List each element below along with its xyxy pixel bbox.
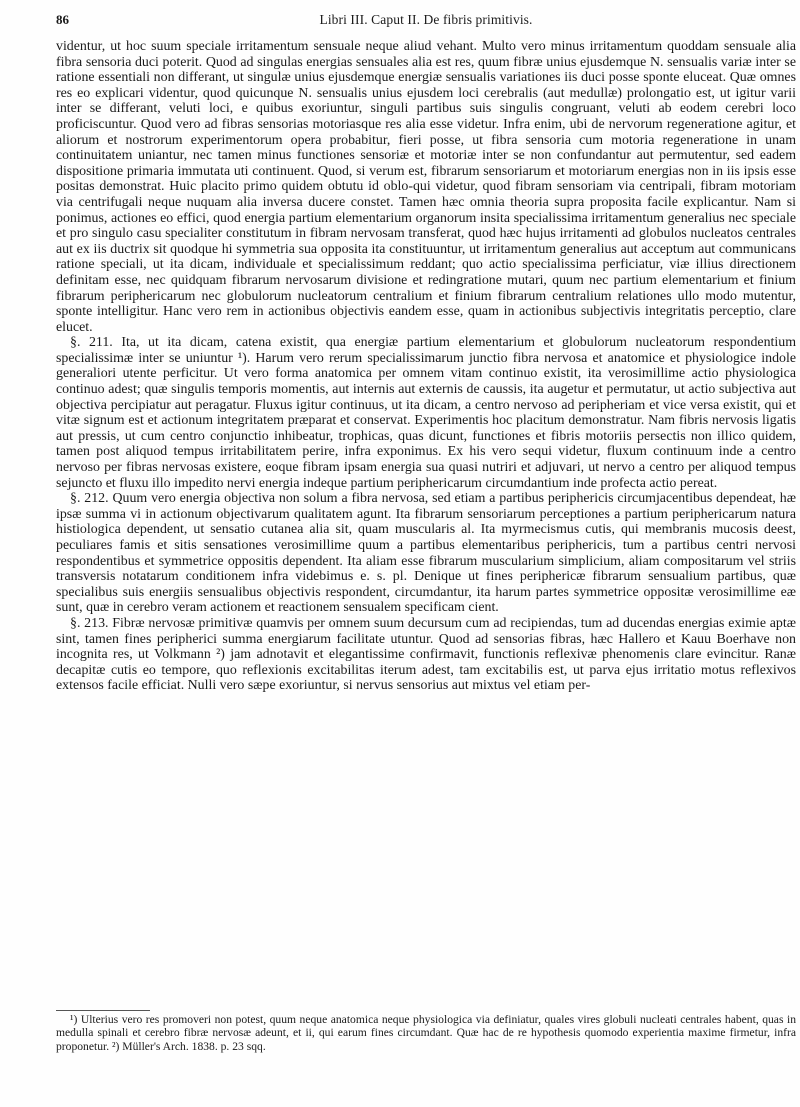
paragraph-section-211: §. 211. Ita, ut ita dicam, catena existit, qua energiæ partium elementarium et globulorum nucleatorum respondentium specialissimæ inter se uniuntur ¹). Harum vero rerum specialissimarum junctio fibra nervosa et anatomice et physiologice indole generaliori utente perficitur. Ut vero forma anatomica per omnem vitam continuo existit, ita verosimillime actio physiologica continuo adest; quæ singulis temporis momentis, aut internis aut externis de caussis, ita augetur et permutatur, ut actio subjectiva aut objectiva percipiatur aut peragatur. Fluxus igitur continuus, ut ita dicam, a centro nervoso ad peripheriam et vice versa existit, qui et vitæ signum est et actionum integritatem præparat et conservat. Experimentis hoc placitum demonstratur. Nam fibris nervosis ligatis aut pressis, ut cum centro conjunctio inhibeatur, trophicas, quas dicunt, functiones et fibris motoriis persectis non illico quidem, tamen post aliquod tempus irritabilitatem perire, infra exponimus. Ex his vero sequi videtur, fluxum continuum inde a centro nervoso per fibras nervosas existere, eoque fibram ipsam energia sua quasi nutriri et adjuvari, ut nervo a centro per aliquod tempus sejuncto et fluxu illo impedito nervi energia indeque partium periphericarum circumdantium inde profecta actio pereat. [56,335,796,491]
paragraph-continuation: videntur, ut hoc suum speciale irritamentum sensuale neque aliud vehant. Multo vero minus irritamentum quoddam sensuale alia fibra sensoria duci poterit. Quod ad singulas energias sensuales alia est res, quum fibræ unius ejusdemque N. sensualis variæ inter se ratione essentiali non differant, ut singulæ unius ejusdemque energiæ sensualis variationes iis duci posse sponte eluceat. Quæ omnes res eo explicari videntur, quod quicunque N. sensualis unius ejusdem loci cerebralis (aut medullæ) prolongatio est, ut igitur varii inter se differant, veluti loci, e quibus exoriuntur, singuli partibus suis singulis congruant, veluti ab eodem cerebri loco proficiscuntur. Quod vero ad fibras sensorias motoriasque res alia esse videtur. Infra enim, ubi de nervorum regeneratione agitur, et aliorum et nostrorum experimentorum opera probabitur, fieri posse, ut fibra sensoria cum motoria regeneratione in unam continuitatem uniantur, nec tamen minus functiones sensoriæ et motoriæ inter se non confundantur aut permutentur, sed eadem dispositione primaria immutata uti continuent. Quod, si verum est, fibrarum sensoriarum et motoriarum energias non in iis ipsis esse positas demonstrat. Huic placito primo quidem obtutu id oblo-qui videtur, quod fibram sensoriam via centripali, fibram motoriam via centrifugali neque nuquam alia inversa ducere constet. Tamen hæc omnia theoria supra proposita facile explicantur. Nam si ponimus, actiones eo effici, quod energia partium elementarium organorum insita specialissima irritamentum generalius nec speciale et pro singulo casu specialiter constitutum in fibram nervosam transferat, quod hæc hujus irritamenti ad globulos nucleatos centrales aut ex iis ductrix sit quodque hi symmetria sua opposita ita constituuntur, ut irritamentum generalius aut acceptum aut communicans ratione speciali, ut ita dicam, individuale et specialissimum reddant; quo actio specialissima perficiatur, viæ illius directionem definitam esse, nec quidquam fibrarum nervosarum divisione et redingratione mutari, quum nec partium elementarium et finium fibrarum periphericarum nec globulorum nucleatorum centralium et finium fibrarum centralium relationes ullo modo mutentur, sponte intelligitur. Hanc vero rem in actionibus objectivis eandem esse, quam in actionibus subjectivis integritatis perceptio, clare elucet. [56,39,796,335]
running-head [56,9,796,31]
footnote-divider [56,1010,150,1011]
paragraph-section-212: §. 212. Quum vero energia objectiva non solum a fibra nervosa, sed etiam a partibus periphericis circumjacentibus dependeat, hæ ipsæ summa vi in actionum objectivarum qualitatem agunt. Ita fibrarum sensoriarum perceptiones a partium periphericarum natura histiologica dependent, ut sensatio cutanea alia sit, quam muscularis al. Ita myrmecismus cutis, qui membranis mucosis deest, peculiares famis et sitis sensationes verosimillime quum a partibus elementaribus periphericis, tum a partibus centri nervosi respondentibus et symmetrice oppositis dependent. Ita aliam esse fibrarum muscularium simplicium, aliam compositarum vel striis transversis notatarum conditionem infra videbimus e. s. pl. Denique ut fines periphericæ fibrarum sensualium partibus, quæ specialibus suis energiis sensualibus objectivis respondent, circumdantur, ita harum partes symmetrice oppositæ verosimillime eæ sunt, quæ in cerebro veram actionem et reactionem sensualem specificam cient. [56,491,796,616]
footnotes [56,1013,796,1053]
paragraph-section-213: §. 213. Fibræ nervosæ primitivæ quamvis per omnem suum decursum cum ad recipiendas, tum ad ducendas energias eximie aptæ sint, tamen fines peripherici summa energiarum facilitate utuntur. Quod ad sensorias fibras, hæc Hallero et Kauu Boerhave non incognita res, ut Volkmann ²) jam adnotavit et elegantissime confirmavit, functionis reflexivæ phenomenis clare evincitur. Ranæ decapitæ cutis eo tempore, quo reflexionis excitabilitas iterum adest, tam excitabilis est, ut parva ejus irritatio motus reflexivos extensos facile efficiat. Nulli vero sæpe exoriuntur, si nervus sensorius aut mixtus vel etiam per- [56,615,796,694]
running-title: Libri III. Caput II. De fibris primitivis. [319,12,533,27]
page-number: 86 [56,12,69,27]
footnote: ¹) Ulterius vero res promoveri non potest, quum neque anatomica neque physiologica via definiatur, quales vires globuli nucleati centrales habent, quas in medulla spinali et cerebro fibræ nervosæ adeunt, et ii, qui earum fines circumdant. Quæ hac de re hypothesis quomodo experientia maxime firmetur, infra proponetur. ²) Müller's Arch. 1838. p. 23 sqq. [56,1013,796,1053]
main-text [56,39,796,694]
